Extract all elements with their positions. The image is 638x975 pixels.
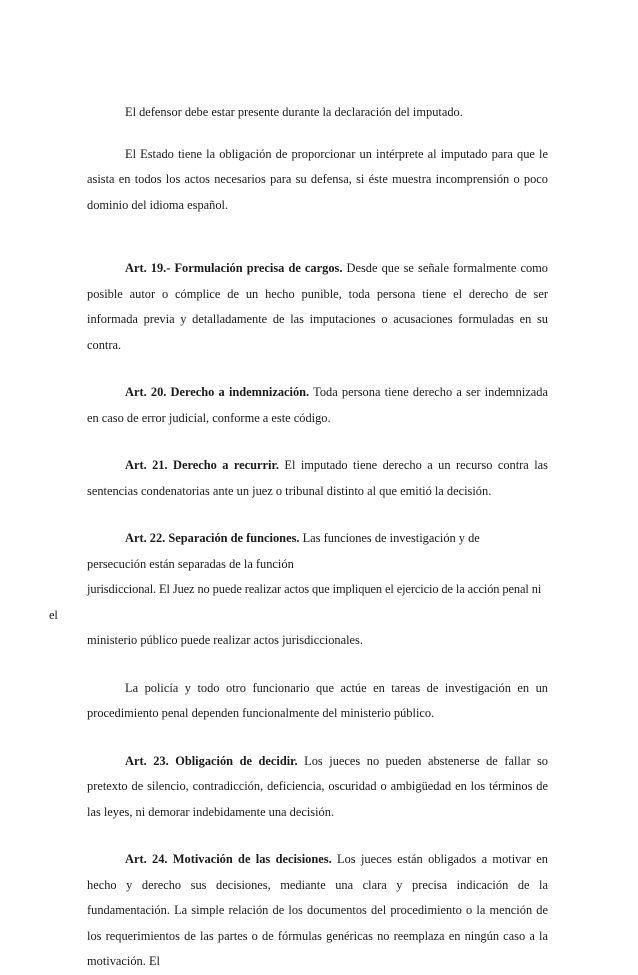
article-21-title: Art. 21. Derecho a recurrir.: [125, 458, 279, 472]
article-22-line4: ministerio público puede realizar actos jurisdiccionales.: [87, 633, 363, 647]
article-20-body: Toda persona tiene derecho a ser indemnizada en caso de error judicial, conforme a este código.: [87, 385, 548, 425]
article-23: [87, 749, 548, 826]
article-22-title: Art. 22. Separación de funciones.: [125, 531, 300, 545]
paragraph-policia: La policía y todo otro funcionario que actúe en tareas de investigación en un procedimiento penal dependen funcionalmente del ministerio público.: [87, 680, 548, 720]
paragraph-interprete: El Estado tiene la obligación de proporcionar un intérprete al imputado para que le asista en todos los actos necesarios para su defensa, si éste muestra incomprensión o poco dominio del idioma español.: [87, 146, 548, 212]
article-24-body: Los jueces están obligados a motivar en hecho y derecho sus decisiones, mediante una clara y precisa indicación de la fundamentación. La simple relación de los documentos del procedimiento o la mención de los requerimientos de las partes o de fórmulas genéricas no reemplaza en ningún caso a la motivación. El: [87, 852, 549, 968]
article-22: [49, 526, 548, 654]
article-22-line1: Las funciones de investigación y de: [299, 531, 480, 545]
article-22-line2: persecución están separadas de la función: [87, 556, 294, 571]
paragraph-defensor: El defensor debe estar presente durante la declaración del imputado.: [125, 105, 463, 119]
article-21-body: El imputado tiene derecho a un recurso contra las sentencias condenatorias ante un juez o tribunal distinto al que emitió la decisión.: [87, 458, 548, 498]
article-20: [87, 380, 548, 431]
article-23-body: Los jueces no pueden abstenerse de fallar so pretexto de silencio, contradicción, deficiencia, oscuridad o ambigüedad en los términos de las leyes, ni demorar indebidamente una decisión.: [87, 753, 548, 819]
article-19-title: Art. 19.- Formulación precisa de cargos.: [125, 261, 343, 275]
article-19: [87, 256, 548, 358]
article-19-body: Desde que se señale formalmente como posible autor o cómplice de un hecho punible, toda persona tiene el derecho de ser informada previa y detalladamente de las imputaciones o acusaciones formuladas en su contra.: [87, 261, 548, 352]
article-20-title: Art. 20. Derecho a indemnización.: [125, 385, 310, 399]
article-23-title: Art. 23. Obligación de decidir.: [125, 753, 298, 768]
article-22-line3: jurisdiccional. El Juez no puede realizar actos que impliquen el ejercicio de la acción penal ni el: [49, 582, 542, 622]
article-24: [87, 847, 548, 975]
document-page: [49, 100, 549, 975]
article-21: [87, 453, 548, 504]
article-24-title: Art. 24. Motivación de las decisiones.: [125, 852, 332, 866]
